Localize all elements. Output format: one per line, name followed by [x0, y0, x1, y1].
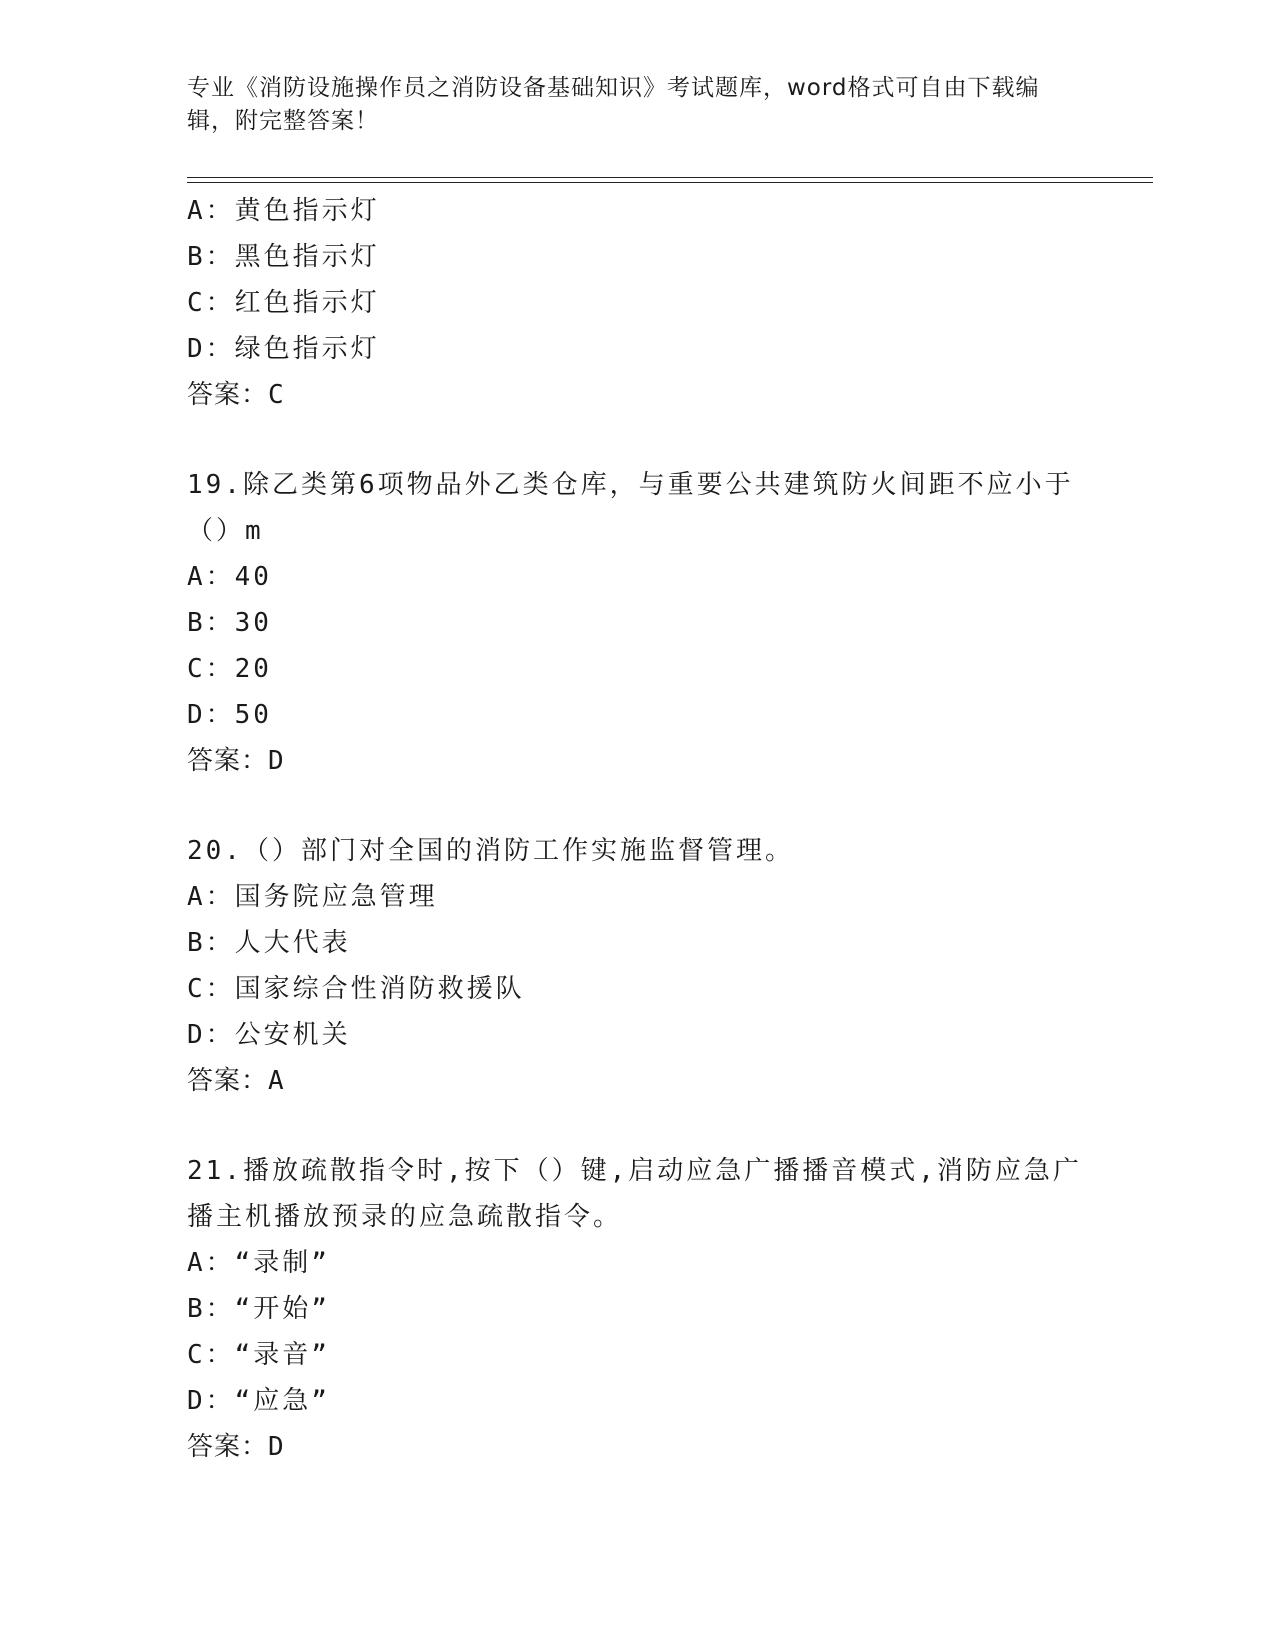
q20-stem-line-1: 20.（）部门对全国的消防工作实施监督管理。: [187, 836, 794, 866]
header-line-1: 专业《消防设施操作员之消防设备基础知识》考试题库，word格式可自由下载编: [187, 75, 1040, 101]
q18-option-d: D：绿色指示灯: [187, 334, 380, 364]
q20-answer: [187, 1058, 1087, 1104]
q19-answer: [187, 738, 1087, 784]
q19-answer-value: D: [268, 746, 285, 776]
spacer: [187, 418, 1087, 462]
question-list: [187, 188, 1087, 1470]
header-divider-top: [187, 177, 1153, 178]
q18-answer-label: 答案：: [187, 380, 269, 410]
question-21: [187, 1148, 1087, 1470]
q21-answer: [187, 1424, 1087, 1470]
q19-stem-line-2: （）m: [187, 516, 264, 546]
q20-answer-value: A: [268, 1066, 285, 1096]
q21-option-c: C：“录音”: [187, 1340, 330, 1370]
header-line-2: 辑，附完整答案！: [187, 108, 379, 134]
question-19: [187, 462, 1087, 784]
q20-option-c: C：国家综合性消防救援队: [187, 974, 525, 1004]
q21-stem-line-2: 播主机播放预录的应急疏散指令。: [187, 1202, 623, 1232]
q19-option-b: B：30: [187, 608, 272, 638]
question-20: [187, 828, 1087, 1104]
q19-option-c: C：20: [187, 654, 272, 684]
q21-option-d: D：“应急”: [187, 1386, 330, 1416]
header-divider-bottom: [187, 182, 1153, 183]
q19-option-a: A：40: [187, 562, 272, 592]
q18-option-a: A：黄色指示灯: [187, 196, 380, 226]
q20-answer-label: 答案：: [187, 1066, 269, 1096]
spacer: [187, 1104, 1087, 1148]
q21-option-b: B：“开始”: [187, 1294, 330, 1324]
q21-answer-label: 答案：: [187, 1432, 269, 1462]
q19-stem-line-1: 19.除乙类第6项物品外乙类仓库，与重要公共建筑防火间距不应小于: [187, 470, 1074, 500]
q19-answer-label: 答案：: [187, 746, 269, 776]
spacer: [187, 784, 1087, 828]
q21-stem-line-1: 21.播放疏散指令时,按下（）键,启动应急广播播音模式,消防应急广: [187, 1156, 1082, 1186]
document-header: [187, 72, 1067, 138]
q18-answer: [187, 372, 1087, 418]
q20-option-d: D：公安机关: [187, 1020, 351, 1050]
q20-option-b: B：人大代表: [187, 928, 351, 958]
q19-option-d: D：50: [187, 700, 272, 730]
question-18: [187, 188, 1087, 418]
q20-option-a: A：国务院应急管理: [187, 882, 438, 912]
q18-answer-value: C: [268, 380, 285, 410]
q18-option-b: B：黑色指示灯: [187, 242, 380, 272]
q21-option-a: A：“录制”: [187, 1248, 330, 1278]
q18-option-c: C：红色指示灯: [187, 288, 380, 318]
q21-answer-value: D: [268, 1432, 285, 1462]
